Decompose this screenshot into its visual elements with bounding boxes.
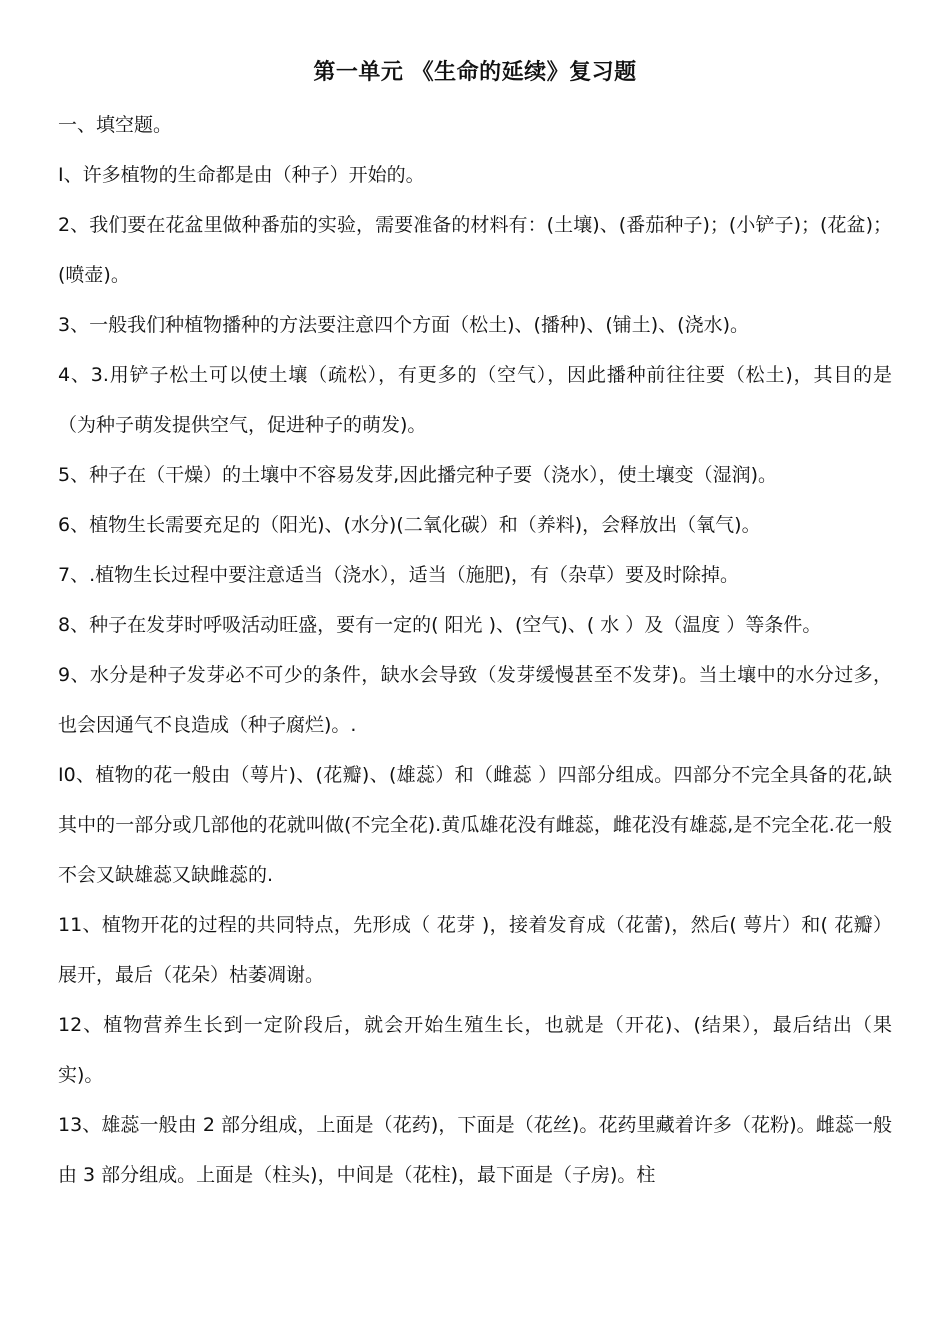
question-item-4: 4、3.用铲子松土可以使土壤（疏松），有更多的（空气），因此播种前往往要（松土)，其目的是（为种子萌发提供空气，促进种子的萌发)。 bbox=[58, 364, 892, 436]
question-item-8: 8、种子在发芽时呼吸活动旺盛，要有一定的( 阳光 )、(空气)、( 水 ）及（温度 ）等条件。 bbox=[58, 614, 822, 636]
question-item-5: 5、种子在（干燥）的土壤中不容易发芽,因此播完种子要（浇水），使土壤变（湿润)。 bbox=[58, 464, 778, 486]
question-item-1: I、许多植物的生命都是由（种子）开始的。 bbox=[58, 164, 425, 186]
question-list bbox=[58, 150, 892, 1200]
question-item-2: 2、我们要在花盆里做种番茄的实验，需要准备的材料有：(土壤)、(番茄种子)；(小铲子)；(花盆)；(喷壶)。 bbox=[58, 214, 892, 286]
question-item-9: 9、水分是种子发芽必不可少的条件，缺水会导致（发芽缓慢甚至不发芽)。当土壤中的水分过多，也会因通气不良造成（种子腐烂)。. bbox=[58, 664, 892, 736]
question-item-11: 11、植物开花的过程的共同特点，先形成（ 花芽 )，接着发育成（花蕾)，然后( 萼片）和( 花瓣）展开，最后（花朵）枯萎凋谢。 bbox=[58, 914, 892, 986]
section-heading: 一、填空题。 bbox=[58, 114, 173, 136]
question-item-12: 12、植物营养生长到一定阶段后，就会开始生殖生长，也就是（开花)、(结果），最后结出（果实)。 bbox=[58, 1014, 892, 1086]
page-title: 第一单元 《生命的延续》复习题 bbox=[313, 60, 637, 85]
question-item-10: I0、植物的花一般由（萼片)、(花瓣)、(雄蕊）和（雌蕊 ）四部分组成。四部分不完全具备的花,缺其中的一部分或几部他的花就叫做(不完全花).黄瓜雄花没有雌蕊，雌花没有雄蕊,是不完全花.花一般不会又缺雄蕊又缺雌蕊的. bbox=[58, 764, 892, 886]
question-item-3: 3、一般我们种植物播种的方法要注意四个方面（松土)、(播种)、(铺土)、(浇水)。 bbox=[58, 314, 749, 336]
question-item-7: 7、.植物生长过程中要注意适当（浇水），适当（施肥)，有（杂草）要及时除掉。 bbox=[58, 564, 740, 586]
question-item-13: 13、雄蕊一般由 2 部分组成，上面是（花药)，下面是（花丝)。花药里藏着许多（花粉)。雌蕊一般由 3 部分组成。上面是（柱头)，中间是（花柱)，最下面是（子房)。柱 bbox=[58, 1114, 892, 1186]
question-item-6: 6、植物生长需要充足的（阳光)、(水分)(二氧化碳）和（养料)，会释放出（氧气)。 bbox=[58, 514, 761, 536]
